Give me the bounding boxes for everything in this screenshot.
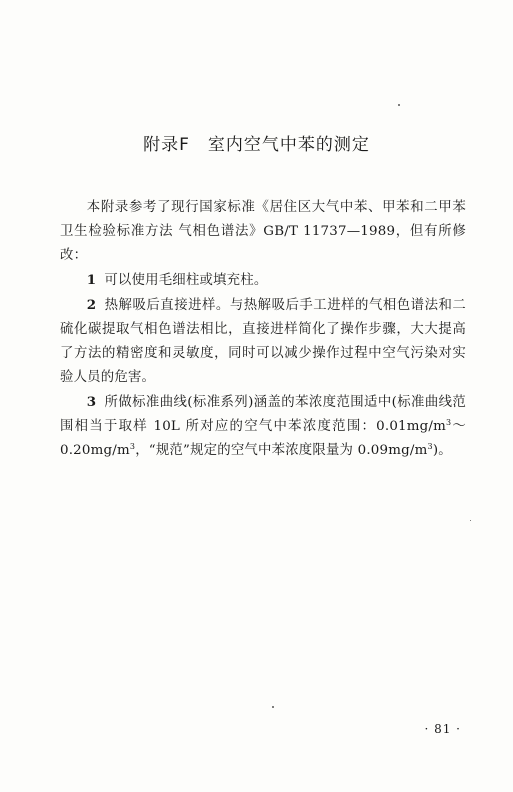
item-3 [60, 390, 466, 463]
item-number: 3 [86, 394, 97, 410]
scan-speck [272, 706, 274, 708]
item-2 [60, 293, 466, 390]
item-number: 1 [86, 272, 97, 288]
item-text: 可以使用毛细柱或填充柱。 [104, 273, 268, 288]
item-text-a: 所做标准曲线(标准系列)涵盖的苯浓度范围适中(标准曲线范围相当于取样 10L 所对应的空气中苯浓度范围：0.01mg/m [60, 395, 466, 434]
scan-speck [398, 104, 400, 106]
item-text-c: ，“规范”规定的空气中苯浓度限量为 0.09mg/m [135, 443, 428, 458]
item-text: 热解吸后直接进样。与热解吸后手工进样的气相色谱法和二硫化碳提取气相色谱法相比，直接进样简化了操作步骤，大大提高了方法的精密度和灵敏度，同时可以减少操作过程中空气污染对实验人员的危害。 [60, 298, 466, 385]
item-1 [60, 268, 466, 293]
item-number: 2 [86, 297, 97, 313]
superscript: 3 [427, 442, 433, 451]
appendix-label: 附录F [143, 135, 190, 155]
superscript: 3 [446, 418, 452, 427]
scan-speck [470, 520, 471, 521]
item-text-d: )。 [432, 443, 452, 458]
intro-paragraph: 本附录参考了现行国家标准《居住区大气中苯、甲苯和二甲苯卫生检验标准方法 气相色谱法》GB/T 11737—1989，但有所修改： [60, 200, 466, 263]
item-text-b: ～0.20mg/m [60, 419, 467, 458]
superscript: 3 [129, 442, 136, 451]
body-text [60, 196, 466, 463]
page-number: · 81 · [424, 722, 461, 736]
appendix-title: 室内空气中苯的测定 [207, 135, 370, 155]
page-title [0, 130, 513, 155]
